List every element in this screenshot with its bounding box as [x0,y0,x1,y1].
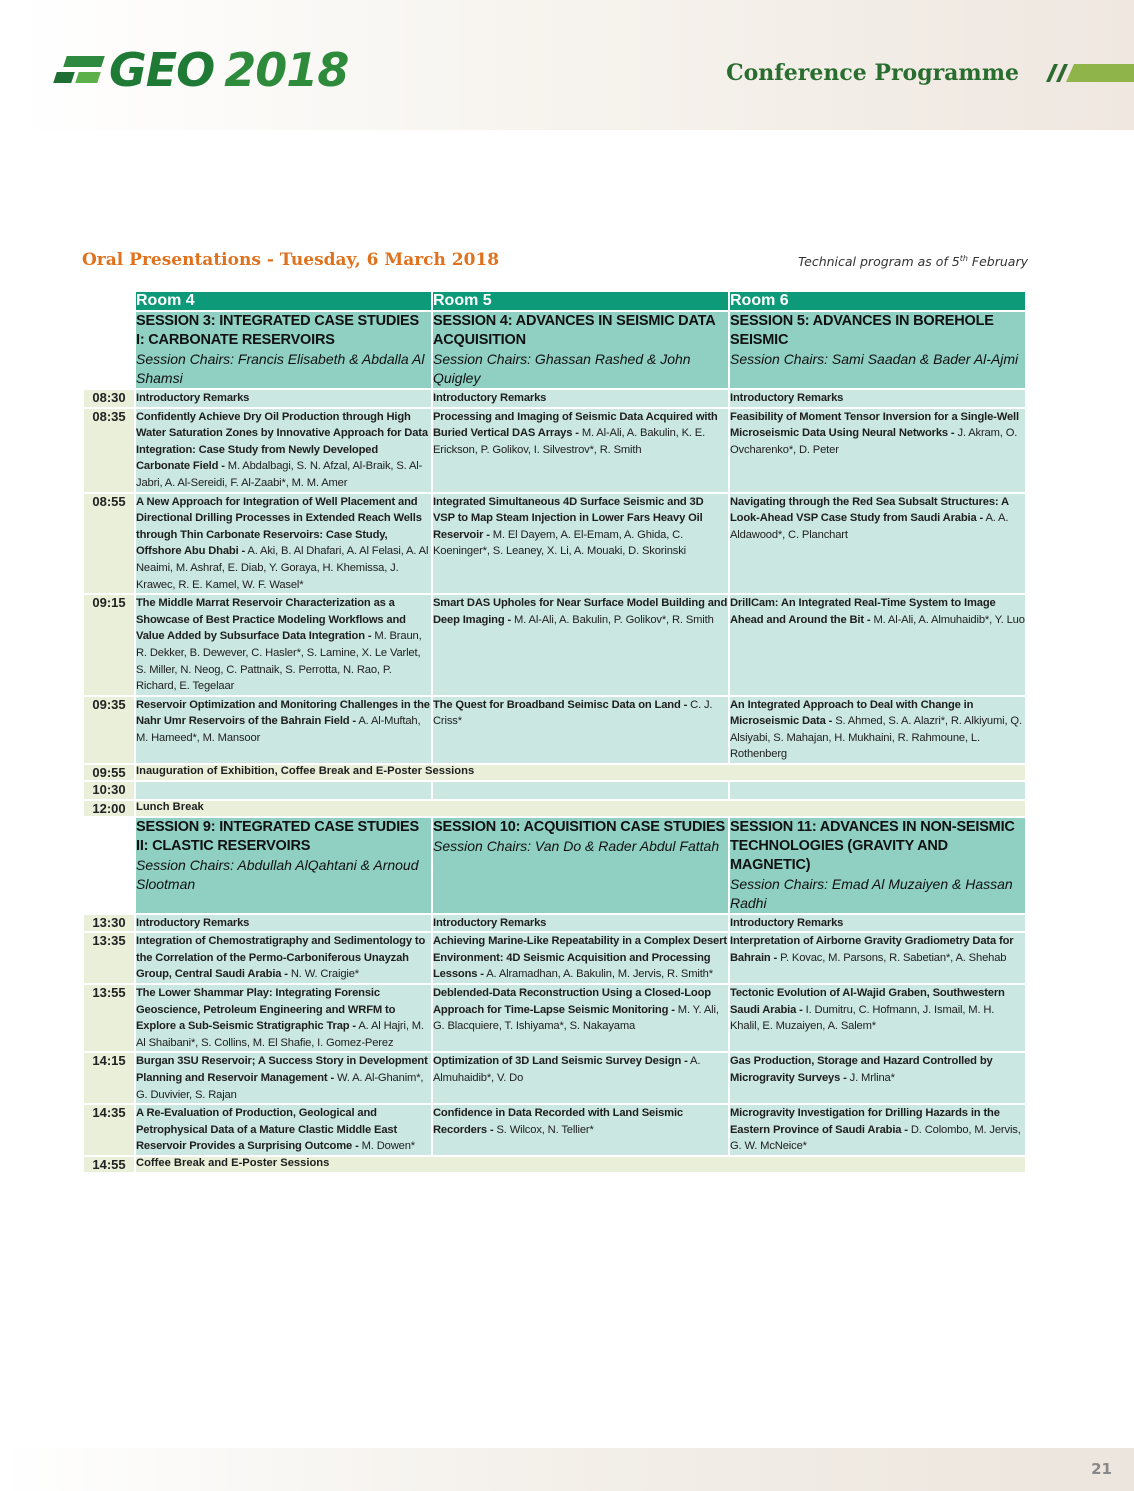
session-chairs: Session Chairs: Emad Al Muzaiyen & Hassan Radhi [730,875,1013,911]
page-number: 21 [1091,1460,1112,1478]
presentation-cell [135,389,432,408]
presentation-authors: S. Wilcox, N. Tellier* [493,1123,594,1136]
time-cell: 13:55 [83,984,135,1052]
time-cell: 09:15 [83,594,135,696]
session-title: SESSION 10: ACQUISITION CASE STUDIES [433,818,725,835]
empty-cell [135,781,432,800]
presentation-title: The Lower Shammar Play: Integrating Forensic Geoscience, Petroleum Engineering and WRFM to Explore a Sub-Seismic Stratigraphic Trap - [136,987,396,1033]
presentation-authors: A. Almuhaidib*, V. Do [433,1055,701,1084]
presentation-authors: M. Abdalbagi, S. N. Afzal, Al-Braik, S. Al-Jabri, A. Al-Sereidi, F. Al-Zaabi*, M. M. Amer [136,460,423,489]
room-header: Room 5 [432,291,729,311]
time-cell: 12:00 [83,800,135,817]
presentation-title: Navigating through the Red Sea Subsalt Structures: A Look-Ahead VSP Case Study from Saudi Arabia - [730,495,1009,525]
time-cell: 13:30 [83,914,135,933]
session-header-row [83,817,1026,914]
presentation-authors: J. Mrlina* [846,1072,895,1084]
session-header [135,817,432,914]
presentation-cell [135,914,432,933]
time-cell [83,311,135,389]
time-cell [83,817,135,914]
presentation-title: DrillCam: An Integrated Real-Time System to Image Ahead and Around the Bit - [730,597,996,626]
presentation-cell [432,389,729,408]
presentation-cell [432,932,729,984]
session-chairs: Session Chairs: Ghassan Rashed & John Quigley [433,351,691,386]
time-cell: 09:35 [83,696,135,764]
presentation-authors: S. Ahmed, S. A. Alazri*, R. Alkiyumi, Q. Alsiyabi, S. Mahajan, H. Mukhaini, R. Rahmoune, L. Rothenberg [730,715,1022,761]
presentation-cell [135,408,432,493]
presentation-authors: W. A. Al-Ghanim*, G. Duvivier, S. Rajan [136,1072,424,1101]
time-cell [83,291,135,311]
time-slot-row [83,696,1026,764]
time-cell: 14:55 [83,1156,135,1173]
presentation-cell [135,1104,432,1156]
presentation-title: Introductory Remarks [730,392,844,404]
presentation-cell [729,932,1026,984]
presentation-title: Introductory Remarks [433,392,547,404]
presentation-title: Smart DAS Upholes for Near Surface Model Building and Deep Imaging - [433,597,728,626]
time-slot-row [83,408,1026,493]
presentation-cell [729,1104,1026,1156]
presentation-title: The Quest for Broadband Seimisc Data on Land - [433,698,688,711]
presentation-authors: C. J. Criss* [433,698,713,728]
presentation-cell [729,914,1026,933]
time-cell: 10:30 [83,781,135,800]
presentation-cell [729,408,1026,493]
empty-slot-row [83,781,1026,800]
presentation-cell [729,696,1026,764]
presentation-authors: D. Colombo, M. Jervis, G. W. McNeice* [730,1123,1021,1153]
presentation-authors: A. Aki, B. Al Dhafari, A. Al Felasi, A. Al Neaimi, M. Ashraf, E. Diab, Y. Goraya, H. Khemissa, J. Krawec, R. E. Kamel, W. F. Wasel* [136,545,429,591]
presentation-title: Introductory Remarks [730,916,844,929]
presentation-title: A Re-Evaluation of Production, Geological and Petrophysical Data of a Mature Clastic Middle East Reservoir Provides a Surprising Outcome - [136,1107,398,1153]
oral-presentations-title: Oral Presentations - Tuesday, 6 March 2018 [82,250,500,270]
time-slot-row [83,932,1026,984]
presentation-cell [135,594,432,696]
session-title: SESSION 4: ADVANCES IN SEISMIC DATA ACQUISITION [433,313,715,348]
presentation-title: Integration of Chemostratigraphy and Sedimentology to the Correlation of the Permo-Carboniferous Unayzah Group, Central Saudi Arabia - [136,935,426,981]
break-row [83,764,1026,781]
break-label: Lunch Break [135,800,1026,817]
presentation-cell [729,594,1026,696]
session-chairs: Session Chairs: Van Do & Rader Abdul Fattah [433,837,720,854]
session-chairs: Session Chairs: Abdullah AlQahtani & Arnoud Slootman [136,856,419,892]
presentation-authors: M. Al-Ali, A. Bakulin, P. Golikov*, R. Smith [511,613,714,626]
presentation-title: Gas Production, Storage and Hazard Controlled by Microgravity Surveys - [730,1055,993,1084]
room-header: Room 6 [729,291,1026,311]
presentation-cell [135,1052,432,1104]
presentation-cell [135,932,432,984]
presentation-cell [432,984,729,1052]
decorative-slashes-icon [1038,64,1134,82]
presentation-authors: M. El Dayem, A. El-Emam, A. Ghida, C. Koeninger*, S. Leaney, X. Li, A. Mouaki, D. Skorinski [433,528,687,558]
session-title: SESSION 5: ADVANCES IN BOREHOLE SEISMIC [730,313,994,348]
break-label: Coffee Break and E-Poster Sessions [135,1156,1026,1173]
presentation-cell [135,696,432,764]
presentation-cell [432,1052,729,1104]
session-header [432,311,729,389]
session-title: SESSION 3: INTEGRATED CASE STUDIES I: CARBONATE RESERVOIRS [136,313,419,348]
programme-table [82,290,1027,1174]
presentation-authors: M. Dowen* [358,1140,415,1153]
presentation-title: Introductory Remarks [136,916,250,929]
room-header: Room 4 [135,291,432,311]
time-slot-row [83,594,1026,696]
technical-program-note: Technical program as of 5th February [798,254,1028,270]
presentation-authors: I. Dumitru, C. Hofmann, J. Ismail, M. H. Khalil, E. Muzaiyen, A. Salem* [730,1003,995,1033]
presentation-authors: A. A. Aldawood*, C. Planchart [730,512,1009,541]
presentation-cell [729,984,1026,1052]
time-slot-row [83,1104,1026,1156]
presentation-cell [432,1104,729,1156]
presentation-title: An Integrated Approach to Deal with Change in Microseismic Data - [730,698,974,728]
empty-cell [432,781,729,800]
presentation-cell [135,984,432,1052]
conference-programme-title: Conference Programme [726,60,1019,86]
presentation-title: A New Approach for Integration of Well Placement and Directional Drilling Processes in Extended Reach Wells through Thin Carbonate Reservoirs: Case Study, Offshore Abu Dhabi - [136,495,422,558]
logo-text: GEO 2018 [109,43,349,97]
presentation-title: The Middle Marrat Reservoir Characterization as a Showcase of Best Practice Modeling Workflows and Value Added by Subsurface Data Integration - [136,597,406,643]
time-slot-row [83,389,1026,408]
time-cell: 08:55 [83,493,135,595]
session-header [135,311,432,389]
presentation-cell [432,493,729,595]
session-header [729,817,1026,914]
presentation-authors: M. Y. Ali, G. Blacquiere, T. Ishiyama*, S. Nakayama [433,1003,719,1033]
room-header-row [83,291,1026,311]
time-cell: 14:35 [83,1104,135,1156]
presentation-title: Burgan 3SU Reservoir; A Success Story in Development Planning and Reservoir Management - [136,1055,428,1084]
presentation-authors: A. Al Hajri, M. Al Shaibani*, S. Collins, M. El Shafie, I. Gomez-Perez [136,1020,424,1049]
session-title: SESSION 11: ADVANCES IN NON-SEISMIC TECHNOLOGIES (GRAVITY AND MAGNETIC) [730,818,1015,873]
presentation-title: Achieving Marine-Like Repeatability in a Complex Desert Environment: 4D Seismic Acquisition and Processing Lessons - [433,935,727,981]
presentation-title: Microgravity Investigation for Drilling Hazards in the Eastern Province of Saudi Arabia - [730,1107,1000,1136]
time-cell: 08:30 [83,389,135,408]
session-chairs: Session Chairs: Francis Elisabeth & Abdalla Al Shamsi [136,351,425,386]
presentation-title: Introductory Remarks [433,916,547,929]
presentation-title: Confidence in Data Recorded with Land Seismic Recorders - [433,1107,683,1136]
geo-2018-logo [55,42,348,98]
presentation-authors: M. Braun, R. Dekker, B. Dewever, C. Hasler*, S. Lamine, X. Le Varlet, S. Miller, N. Neog, C. Pattnaik, S. Perrotta, N. Rao, P. Richard, E. Tegelaar [136,630,422,693]
empty-cell [729,781,1026,800]
presentation-cell [432,408,729,493]
presentation-title: Reservoir Optimization and Monitoring Challenges in the Nahr Umr Reservoirs of the Bahrain Field - [136,698,430,728]
time-cell: 14:15 [83,1052,135,1104]
footer-band [0,1448,1134,1491]
presentation-authors: M. Al-Ali, A. Almuhaidib*, Y. Luo [870,613,1025,626]
presentation-cell [432,696,729,764]
presentation-title: Deblended-Data Reconstruction Using a Closed-Loop Approach for Time-Lapse Seismic Monitoring - [433,987,711,1016]
presentation-title: Interpretation of Airborne Gravity Gradiometry Data for Bahrain - [730,935,1014,964]
time-cell: 13:35 [83,932,135,984]
presentation-cell [135,493,432,595]
session-header [729,311,1026,389]
time-slot-row [83,1052,1026,1104]
presentation-cell [729,493,1026,595]
presentation-cell [432,594,729,696]
presentation-cell [432,914,729,933]
time-cell: 09:55 [83,764,135,781]
time-slot-row [83,914,1026,933]
session-chairs: Session Chairs: Sami Saadan & Bader Al-Ajmi [730,351,1019,367]
presentation-title: Integrated Simultaneous 4D Surface Seismic and 3D VSP to Map Steam Injection in Lower Fars Heavy Oil Reservoir - [433,495,704,541]
presentation-title: Processing and Imaging of Seismic Data Acquired with Buried Vertical DAS Arrays - [433,410,718,440]
presentation-authors: A. Alramadhan, A. Bakulin, M. Jervis, R. Smith* [483,968,713,981]
presentation-authors: N. W. Craigie* [287,968,359,981]
time-cell: 08:35 [83,408,135,493]
time-slot-row [83,984,1026,1052]
presentation-title: Feasibility of Moment Tensor Inversion for a Single-Well Microseismic Data Using Neural Networks - [730,410,1019,440]
presentation-authors: A. Al-Muftah, M. Hameed*, M. Mansoor [136,715,421,744]
presentation-authors: J. Akram, O. Ovcharenko*, D. Peter [730,427,1018,456]
presentation-cell [729,1052,1026,1104]
presentation-title: Tectonic Evolution of Al-Wajid Graben, Southwestern Saudi Arabia - [730,987,1005,1016]
session-header [432,817,729,914]
session-header-row [83,311,1026,389]
presentation-title: Optimization of 3D Land Seismic Survey Design - [433,1055,688,1068]
break-row [83,800,1026,817]
presentation-title: Introductory Remarks [136,392,250,404]
break-row [83,1156,1026,1173]
presentation-authors: P. Kovac, M. Parsons, R. Sabetian*, A. Shehab [777,951,1007,964]
presentation-title: Confidently Achieve Dry Oil Production through High Water Saturation Zones by Innovative Approach for Data Integration: Case Study from Newly Developed Carbonate Field - [136,410,428,473]
break-label: Inauguration of Exhibition, Coffee Break and E-Poster Sessions [135,764,1026,781]
presentation-cell [729,389,1026,408]
presentation-authors: M. Al-Ali, A. Bakulin, K. E. Erickson, P. Golikov, I. Silvestrov*, R. Smith [433,427,706,456]
session-title: SESSION 9: INTEGRATED CASE STUDIES II: CLASTIC RESERVOIRS [136,818,419,854]
time-slot-row [83,493,1026,595]
logo-mark-icon [55,48,107,92]
